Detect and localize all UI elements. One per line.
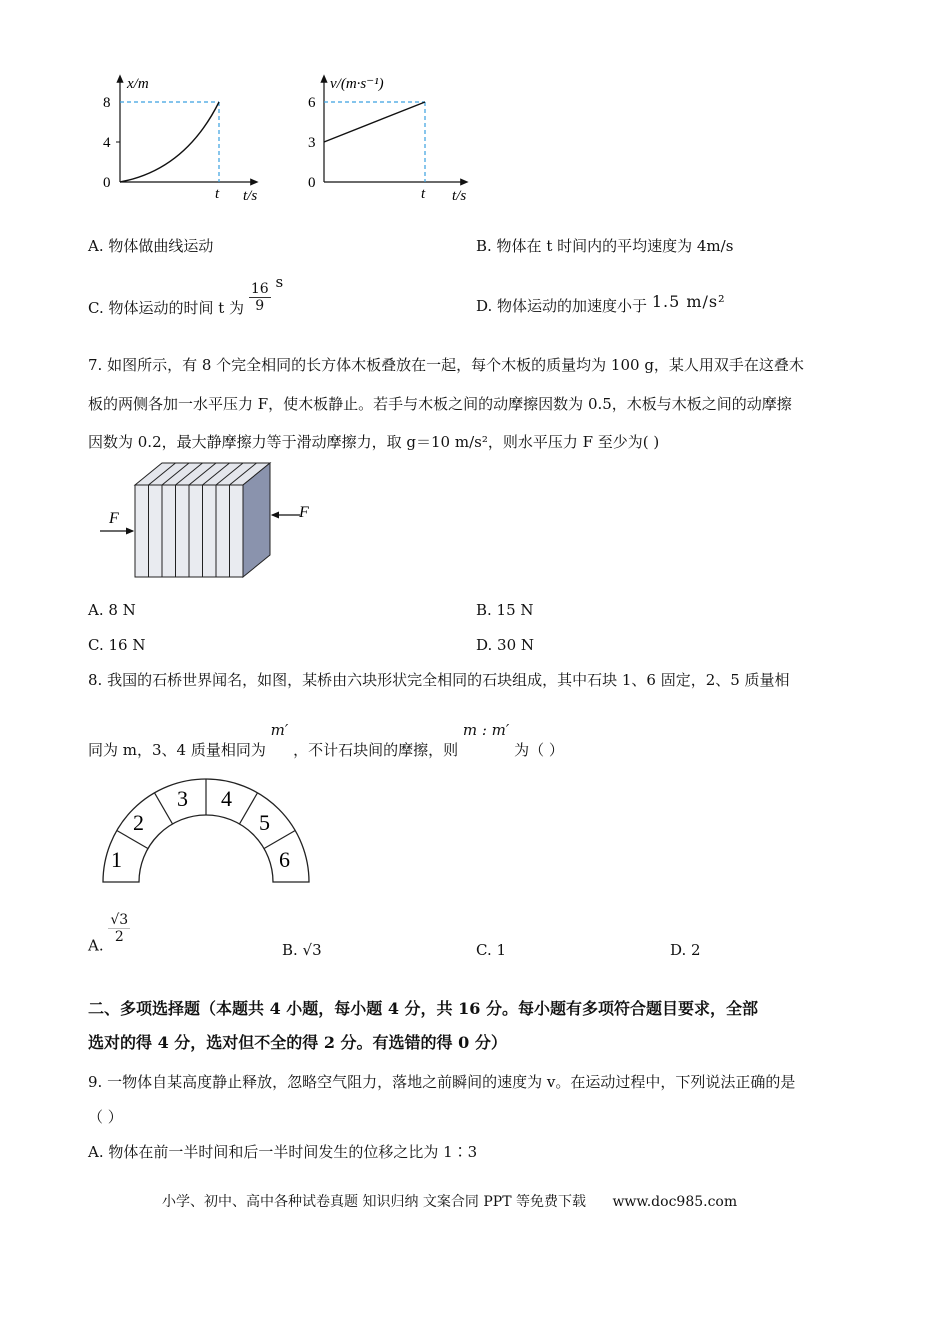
q6-option-c-unit: s	[275, 273, 284, 291]
section-2-line-2: 选对的得 4 分，选对但不全的得 2 分。有选错的得 0 分）	[88, 1033, 507, 1052]
xt-ylabel: x/m	[127, 76, 149, 92]
boards-figure	[95, 455, 325, 585]
q7-option-c: C. 16 N	[88, 636, 146, 654]
q8-line-1: 8. 我国的石桥世界闻名，如图，某桥由六块形状完全相同的石块组成，其中石块 1、6 固定，2、5 质量相	[88, 671, 790, 689]
q8-line-2-mid: ，不计石块间的摩擦，则	[293, 741, 459, 759]
force-right-label: F	[299, 504, 309, 521]
force-left-label: F	[109, 510, 119, 527]
q9-line-1: 9. 一物体自某高度静止释放，忽略空气阻力，落地之前瞬间的速度为 v。在运动过程中，下列说法正确的是	[88, 1073, 796, 1091]
q8-option-d: D. 2	[670, 941, 701, 959]
q7-line-3: 因数为 0.2，最大静摩擦力等于滑动摩擦力，取 g＝10 m/s²，则水平压力 F 至少为( )	[88, 433, 660, 451]
vt-tick-0: 0	[308, 175, 316, 191]
stone-2: 2	[133, 810, 144, 835]
q6-option-d	[476, 292, 726, 316]
q8-option-a-label: A.	[88, 936, 104, 955]
q8-option-c: C. 1	[476, 941, 507, 959]
q6-option-b: B. 物体在 t 时间内的平均速度为 4m/s	[476, 237, 734, 255]
q9-line-2: （ ）	[88, 1108, 123, 1126]
q8-ratio: m : m′	[462, 721, 510, 739]
v-t-graph	[300, 70, 480, 210]
vt-tmark: t	[421, 186, 426, 202]
q7-line-2: 板的两侧各加一水平压力 F，使木板静止。若手与木板之间的动摩擦因数为 0.5，木板与木板之间的动摩擦	[88, 395, 792, 413]
q7-line-1: 7. 如图所示，有 8 个完全相同的长方体木板叠放在一起，每个木板的质量均为 100 g，某人用双手在这叠木	[88, 356, 804, 374]
q9-option-a: A. 物体在前一半时间和后一半时间发生的位移之比为 1∶3	[88, 1143, 478, 1161]
q8-option-b: B. √3	[282, 941, 322, 959]
q7-option-b: B. 15 N	[476, 601, 534, 619]
q8-mprime: m′	[270, 721, 289, 739]
stone-5: 5	[259, 810, 270, 835]
footer-text: 小学、初中、高中各种试卷真题 知识归纳 文案合同 PPT 等免费下载	[162, 1194, 586, 1210]
stone-6: 6	[279, 847, 290, 872]
q6-option-c-text: C. 物体运动的时间 t 为	[88, 299, 245, 317]
q8-line-2-end: 为（ ）	[514, 741, 564, 759]
stone-bridge-figure	[95, 770, 325, 890]
q8-option-a-fraction: $\frac{√3}{2}$	[110, 912, 129, 945]
xt-tmark: t	[215, 186, 220, 202]
stone-1: 1	[111, 847, 122, 872]
q6-option-c-fraction: $\frac{16}{9}$	[250, 281, 269, 314]
footer	[162, 1192, 737, 1212]
vt-ylabel: v/(m·s⁻¹)	[330, 76, 384, 92]
q6-option-d-text: D. 物体运动的加速度小于	[476, 297, 648, 315]
xt-xlabel: t/s	[243, 188, 258, 204]
q8-line-2-pre: 同为 m，3、4 质量相同为	[88, 741, 266, 759]
section-2-line-1: 二、多项选择题（本题共 4 小题，每小题 4 分，共 16 分。每小题有多项符合题目要求，全部	[88, 999, 758, 1018]
x-t-graph	[95, 70, 265, 210]
q7-option-d: D. 30 N	[476, 636, 535, 654]
section-2-heading	[88, 992, 878, 1060]
q6-option-d-value: 1.5 m/s²	[651, 292, 726, 311]
stone-4: 4	[221, 786, 232, 811]
vt-tick-3: 3	[308, 135, 316, 151]
xt-tick-0: 0	[103, 175, 111, 191]
q7-option-a: A. 8 N	[88, 601, 136, 619]
xt-tick-8: 8	[103, 95, 111, 111]
q6-option-a: A. 物体做曲线运动	[88, 237, 214, 255]
q8-option-a	[88, 912, 130, 956]
q8-line-2	[88, 720, 564, 760]
stone-3: 3	[177, 786, 188, 811]
q6-option-c	[88, 272, 283, 318]
vt-tick-6: 6	[308, 95, 316, 111]
xt-tick-4: 4	[103, 135, 111, 151]
footer-url[interactable]: www.doc985.com	[612, 1194, 738, 1210]
vt-xlabel: t/s	[452, 188, 467, 204]
